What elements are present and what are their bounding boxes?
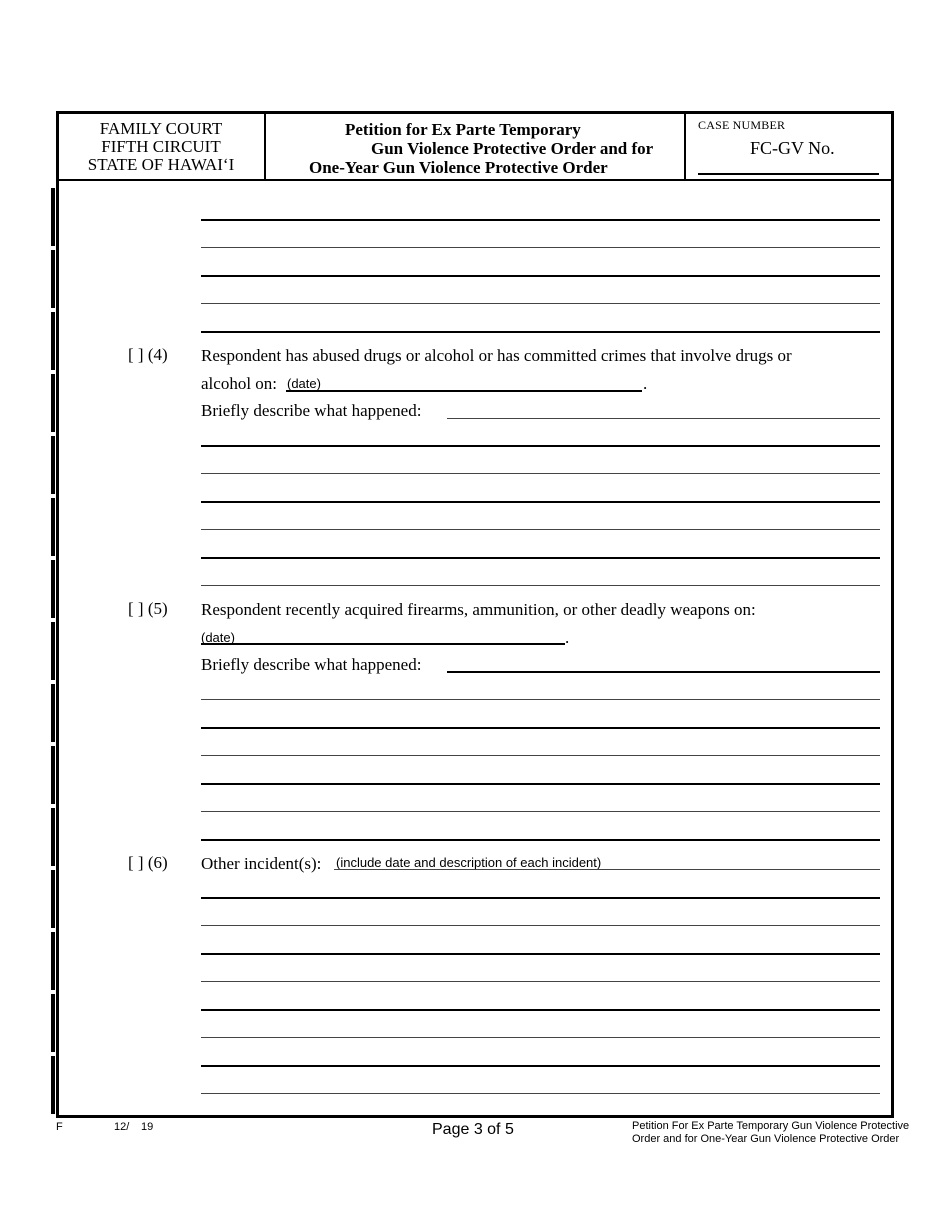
revision-month: 12/	[114, 1121, 130, 1133]
writing-line[interactable]	[201, 303, 880, 304]
writing-line[interactable]	[201, 783, 880, 785]
footer-title-line: Petition For Ex Parte Temporary Gun Violence Protective	[632, 1120, 910, 1132]
margin-mark	[51, 622, 55, 680]
margin-mark	[51, 870, 55, 928]
header-separator-left	[264, 114, 266, 180]
court-line: FIFTH CIRCUIT	[101, 137, 221, 156]
item-4-describe-label: Briefly describe what happened:	[201, 401, 422, 420]
header-separator-right	[684, 114, 686, 180]
margin-mark	[51, 312, 55, 370]
form-code: F	[56, 1121, 63, 1133]
writing-line[interactable]	[201, 811, 880, 812]
writing-line[interactable]	[201, 445, 880, 447]
item-4-date-field[interactable]	[286, 390, 642, 392]
item-number: (5)	[147, 599, 168, 618]
checkbox-bracket[interactable]: [ ]	[128, 345, 144, 364]
margin-mark	[51, 188, 55, 246]
writing-line[interactable]	[201, 501, 880, 503]
item-6-text: Other incident(s):	[201, 854, 322, 873]
form-title	[268, 120, 682, 177]
item-4-text: Respondent has abused drugs or alcohol or has committed crimes that involve drugs or	[201, 346, 792, 365]
item-6-checkbox[interactable]	[128, 853, 168, 873]
case-number-underline	[698, 173, 879, 175]
item-5-description-field[interactable]	[447, 671, 880, 673]
margin-mark	[51, 808, 55, 866]
margin-mark	[51, 374, 55, 432]
item-number: (4)	[147, 345, 168, 364]
writing-line[interactable]	[201, 981, 880, 982]
writing-line[interactable]	[201, 247, 880, 248]
writing-line[interactable]	[201, 1009, 880, 1011]
item-4-checkbox[interactable]	[128, 345, 168, 365]
page-number: Page 3 of 5	[432, 1121, 514, 1138]
date-placeholder: (date)	[201, 630, 235, 645]
margin-mark	[51, 994, 55, 1052]
writing-line[interactable]	[201, 953, 880, 955]
title-line: Gun Violence Protective Order and for	[371, 139, 654, 158]
margin-mark	[51, 1056, 55, 1114]
writing-line[interactable]	[201, 1037, 880, 1038]
court-name	[60, 120, 262, 174]
writing-line[interactable]	[201, 473, 880, 474]
case-number-prefix: FC-GV No.	[750, 138, 835, 158]
date-placeholder: (date)	[287, 376, 321, 391]
margin-mark	[51, 436, 55, 494]
writing-line[interactable]	[201, 699, 880, 700]
writing-line[interactable]	[201, 1093, 880, 1094]
writing-line[interactable]	[201, 727, 880, 729]
case-number-label: CASE NUMBER	[698, 118, 786, 132]
margin-mark	[51, 498, 55, 556]
item-5-date-field[interactable]	[201, 643, 565, 645]
revision-year: 19	[141, 1121, 154, 1133]
item-number: (6)	[147, 853, 168, 872]
checkbox-bracket[interactable]: [ ]	[128, 853, 144, 872]
writing-line[interactable]	[201, 839, 880, 841]
period: .	[565, 628, 570, 647]
item-5-text: Respondent recently acquired firearms, ammunition, or other deadly weapons on:	[201, 600, 756, 619]
title-line: Petition for Ex Parte Temporary	[345, 120, 581, 139]
margin-mark	[51, 932, 55, 990]
writing-line[interactable]	[201, 275, 880, 277]
margin-mark	[51, 560, 55, 618]
checkbox-bracket[interactable]: [ ]	[128, 599, 144, 618]
item-4-date-label: alcohol on:	[201, 374, 278, 393]
writing-line[interactable]	[201, 585, 880, 586]
writing-line[interactable]	[201, 925, 880, 926]
writing-line[interactable]	[201, 219, 880, 221]
item-5-describe-label: Briefly describe what happened:	[201, 655, 422, 674]
writing-line[interactable]	[201, 1065, 880, 1067]
item-5-checkbox[interactable]	[128, 599, 168, 619]
footer-title-line: Order and for One-Year Gun Violence Protective Order	[632, 1133, 900, 1145]
footer-form-title	[632, 1120, 909, 1146]
margin-mark	[51, 250, 55, 308]
item-6-instruction: (include date and description of each incident)	[336, 855, 602, 870]
header-divider	[56, 179, 894, 181]
writing-line[interactable]	[201, 557, 880, 559]
period: .	[643, 374, 648, 393]
court-line: STATE OF HAWAI‘I	[87, 155, 235, 174]
court-line: FAMILY COURT	[99, 119, 223, 138]
item-6-description-field[interactable]	[334, 869, 880, 870]
margin-mark	[51, 684, 55, 742]
writing-line[interactable]	[201, 529, 880, 530]
writing-line[interactable]	[201, 897, 880, 899]
title-line: One-Year Gun Violence Protective Order	[309, 158, 608, 177]
item-4-description-field[interactable]	[447, 418, 880, 419]
writing-line[interactable]	[201, 755, 880, 756]
writing-line[interactable]	[201, 331, 880, 333]
margin-mark	[51, 746, 55, 804]
